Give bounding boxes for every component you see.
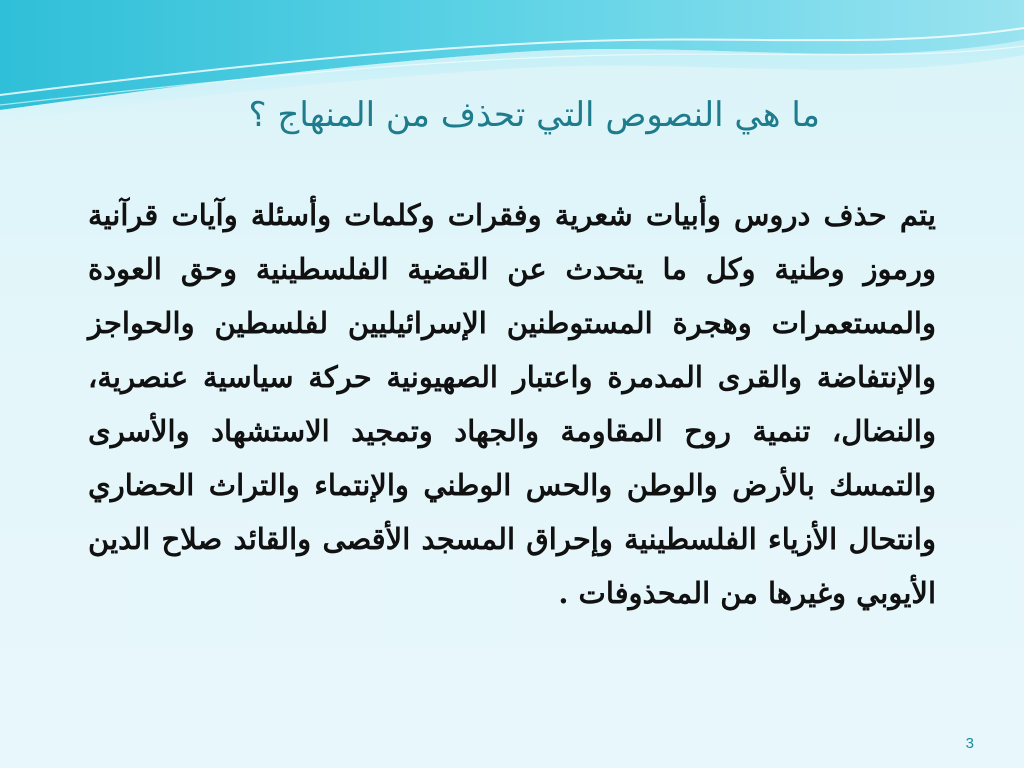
slide-title: ما هي النصوص التي تحذف من المنهاج ؟ xyxy=(248,95,820,135)
slide-body-text: يتم حذف دروس وأبيات شعرية وفقرات وكلمات وأسئلة وآيات قرآنية ورموز وطنية وكل ما يتحدث عن القضية الفلسطينية وحق العودة والمستعمرات وهجرة المستوطنين الإسرائيليين لفلسطين والحواجز والإنتفاضة والقرى المدمرة واعتبار الصهيونية حركة سياسية عنصرية، والنضال، تنمية روح المقاومة والجهاد وتمجيد الاستشهاد والأسرى والتمسك بالأرض والوطن والحس الوطني والإنتماء والتراث الحضاري وانتحال الأزياء الفلسطينية وإحراق المسجد الأقصى والقائد صلاح الدين الأيوبي وغيرها من المحذوفات . xyxy=(88,198,936,610)
page-number: 3 xyxy=(965,735,974,752)
